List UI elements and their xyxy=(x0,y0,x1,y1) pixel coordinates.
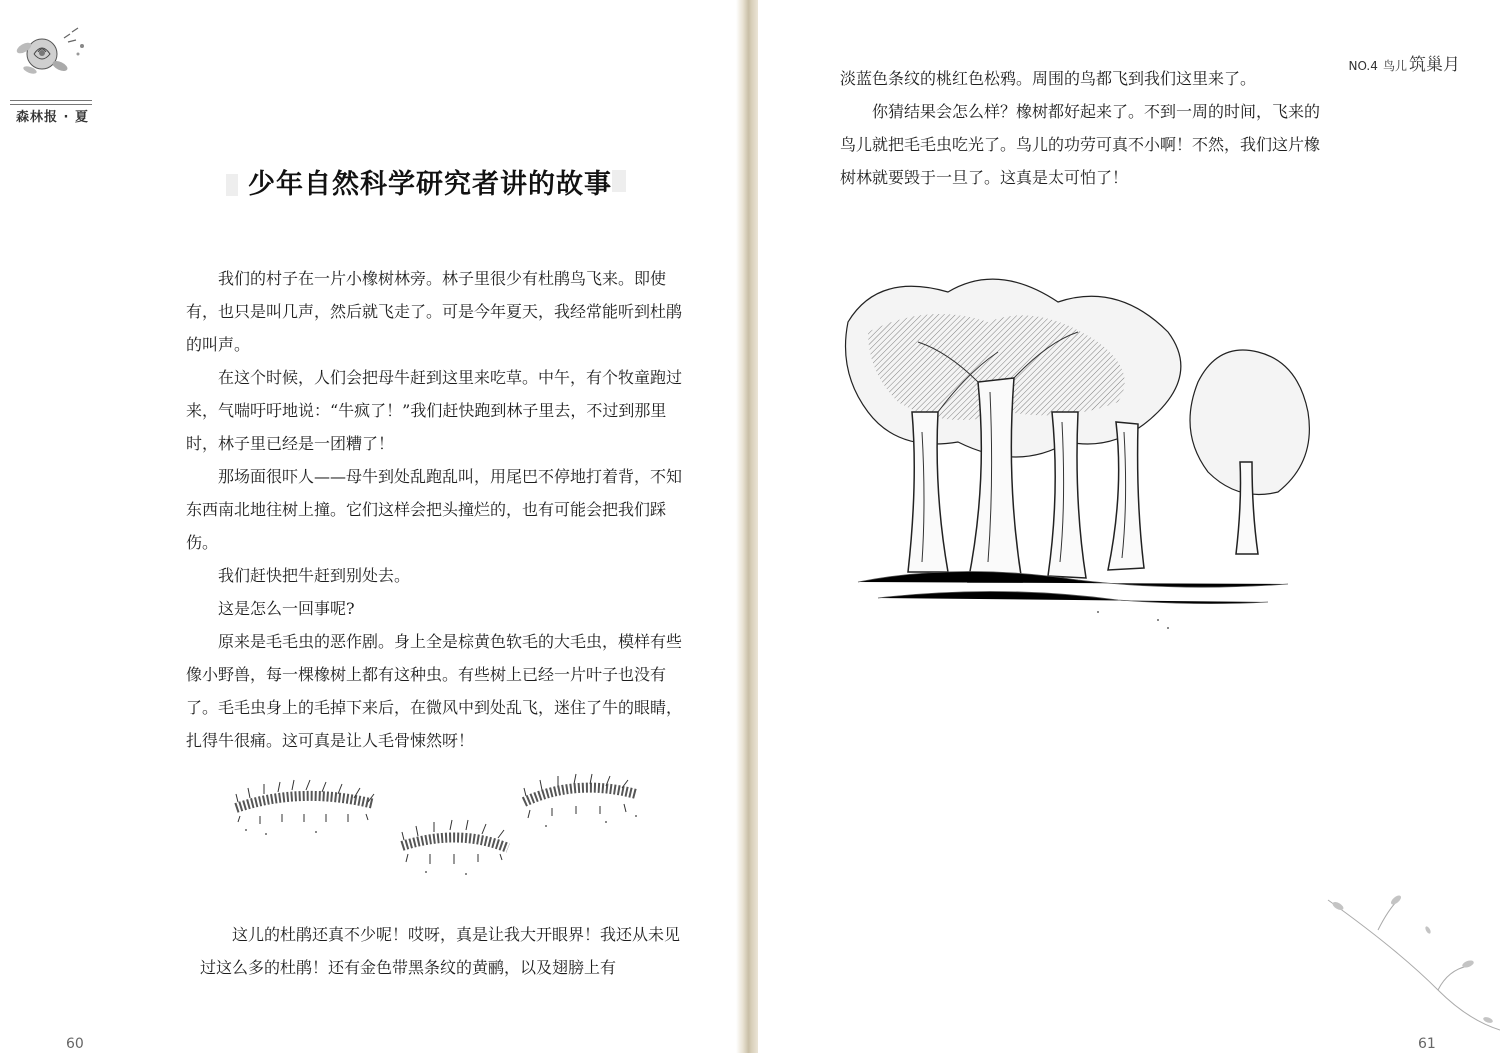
left-page xyxy=(0,0,742,1053)
title-decoration-left xyxy=(226,174,238,196)
paragraph: 你猜结果会怎么样？橡树都好起来了。不到一周的时间，飞来的鸟儿就把毛毛虫吃光了。鸟儿的功劳可真不小啊！不然，我们这片橡树林就要毁于一旦了。这真是太可怕了！ xyxy=(840,102,1321,187)
caterpillars-illustration xyxy=(226,772,666,882)
paragraph: 那场面很吓人——母牛到处乱跑乱叫，用尾巴不停地打着背，不知东西南北地往树上撞。它们这样会把头撞烂的，也有可能会把我们踩伤。 xyxy=(186,467,683,552)
rose-ornament-icon xyxy=(12,20,96,82)
page-number-left: 60 xyxy=(66,1036,84,1052)
right-page xyxy=(758,0,1500,1053)
oak-forest-illustration xyxy=(838,262,1318,634)
right-page-body xyxy=(840,62,1328,194)
paragraph: 我们赶快把牛赶到别处去。 xyxy=(218,566,411,585)
paragraph: 淡蓝色条纹的桃红色松鸦。周围的鸟都飞到我们这里来了。 xyxy=(840,69,1257,88)
paragraph: 这是怎么一回事呢? xyxy=(218,599,355,618)
paragraph: 这儿的杜鹃还真不少呢！哎呀，真是让我大开眼界！我还从未见过这么多的杜鹃！还有金色带黑条纹的黄鹂，以及翅膀上有 xyxy=(200,925,681,977)
left-page-body xyxy=(186,262,686,757)
chapter-title-large: 筑巢月 xyxy=(1409,55,1460,75)
page-number-right: 61 xyxy=(1418,1036,1436,1052)
paragraph: 我们的村子在一片小橡树林旁。林子里很少有杜鹃鸟飞来。即使有，也只是叫几声，然后就飞走了。可是今年夏天，我经常能听到杜鹃的叫声。 xyxy=(186,269,683,354)
left-page-bottom-text xyxy=(200,918,690,984)
chapter-title-small: 鸟儿 xyxy=(1382,59,1407,73)
paragraph: 原来是毛毛虫的恶作剧。身上全是棕黄色软毛的大毛虫，模样有些像小野兽，每一棵橡树上都有这种虫。有些树上已经一片叶子也没有了。毛毛虫身上的毛掉下来后，在微风中到处乱飞，迷住了牛的眼睛，扎得牛很痛。这可真是让人毛骨悚然呀！ xyxy=(186,632,683,750)
header-rule xyxy=(10,100,92,105)
title-decoration-right xyxy=(612,170,626,192)
paragraph: 在这个时候，人们会把母牛赶到这里来吃草。中午，有个牧童跑过来，气喘吁吁地说：“牛疯了！”我们赶快跑到林子里去，不过到那里时，林子里已经是一团糟了！ xyxy=(186,368,683,453)
chapter-header xyxy=(1349,50,1461,75)
section-label: 森林报 · 夏 xyxy=(16,110,89,125)
chapter-number: NO.4 xyxy=(1348,59,1378,73)
section-header xyxy=(6,20,96,125)
vine-decoration-icon xyxy=(1318,870,1500,1053)
page-title: 少年自然科学研究者讲的故事 xyxy=(248,169,612,200)
